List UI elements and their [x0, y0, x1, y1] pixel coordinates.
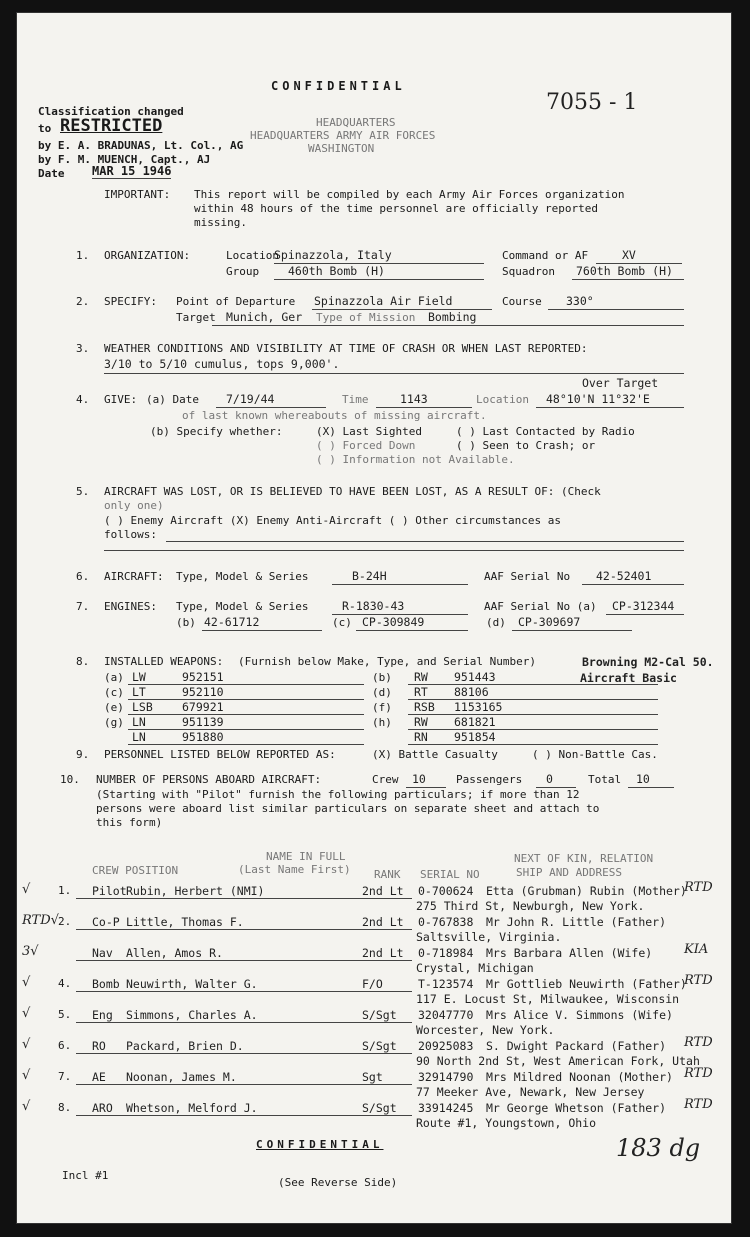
weapon-right-letter: (h) — [372, 716, 392, 729]
s10-crew-value: 10 — [412, 772, 426, 786]
weapon-left-letter: (a) — [104, 671, 124, 684]
s5-label-2: only one) — [104, 499, 164, 512]
s10-passengers-label: Passengers — [456, 773, 523, 786]
weapon-right-position: RT — [414, 685, 428, 699]
s2-departure-label: Point of Departure — [176, 295, 296, 308]
crew-address: Crystal, Michigan — [416, 961, 534, 975]
weapon-left-letter: (c) — [104, 686, 124, 699]
crew-check-mark: √ — [22, 882, 31, 897]
crew-check-mark: √ — [22, 1006, 31, 1021]
crew-status-note: KIA — [684, 942, 709, 957]
crew-name: Noonan, James M. — [126, 1070, 237, 1084]
important-label: IMPORTANT: — [104, 188, 171, 201]
important-line-1: This report will be compiled by each Army Air Forces organization — [194, 188, 625, 201]
s7-c-label: (c) — [332, 616, 352, 629]
s7-num: 7. — [76, 600, 90, 613]
s7-b-label: (b) — [176, 616, 196, 629]
crew-address: Route #1, Youngstown, Ohio — [416, 1116, 597, 1130]
crew-rank: 2nd Lt — [362, 946, 404, 960]
s7-d-value: CP-309697 — [518, 615, 581, 629]
s4-opt-seen-crash: ( ) Seen to Crash; or — [456, 439, 596, 452]
s1-squadron-value: 760th Bomb (H) — [576, 264, 673, 278]
s10-passengers-value: 0 — [546, 772, 553, 786]
weapon-left-rule — [128, 699, 364, 700]
stamp-by-2: by F. M. MUENCH, Capt., AJ — [38, 153, 211, 166]
stamp-title: Classification changed — [38, 105, 184, 118]
weapon-right-position: RW — [414, 670, 428, 684]
hq-line-2: HEADQUARTERS ARMY AIR FORCES — [250, 129, 436, 142]
s2-mission-value: Bombing — [428, 310, 477, 324]
weapon-left-position: LW — [132, 670, 146, 684]
crew-number: 4. — [58, 977, 72, 990]
crew-serial: 32047770 — [418, 1008, 474, 1022]
weapon-right-position: RN — [414, 730, 428, 744]
s10-label: NUMBER OF PERSONS ABOARD AIRCRAFT: — [96, 773, 322, 786]
weapon-left-rule — [128, 744, 364, 745]
s7-type-label: Type, Model & Series — [176, 600, 309, 613]
handwritten-note: 183 dg — [616, 1134, 701, 1162]
s9-opt-non-battle: ( ) Non-Battle Cas. — [532, 748, 658, 761]
crew-position: Pilot — [92, 884, 127, 898]
crew-address: 275 Third St, Newburgh, New York. — [416, 899, 645, 913]
crew-rule — [76, 1053, 412, 1054]
s8-weapon-make-2: Aircraft Basic — [580, 671, 677, 685]
weapon-right-serial: 1153165 — [454, 700, 503, 714]
s3-label: WEATHER CONDITIONS AND VISIBILITY AT TIME OF CRASH OR WHEN LAST REPORTED: — [104, 342, 588, 355]
s4-num: 4. — [76, 393, 90, 406]
crew-name: Whetson, Melford J. — [126, 1101, 258, 1115]
stamp-to-label: to — [38, 122, 52, 135]
s7-d-label: (d) — [486, 616, 506, 629]
crew-next-of-kin: Mrs Mildred Noonan (Mother) — [486, 1070, 673, 1084]
s4-location-value: 48°10'N 11°32'E — [546, 392, 650, 406]
s4-opt-last-contacted: ( ) Last Contacted by Radio — [456, 425, 635, 438]
crew-status-note: RTD — [684, 973, 713, 988]
weapon-right-position: RSB — [414, 700, 435, 714]
weapon-left-serial: 952151 — [182, 670, 224, 684]
weapon-left-rule — [128, 714, 364, 715]
weapon-right-rule — [408, 744, 658, 745]
s7-a-value: CP-312344 — [612, 599, 675, 613]
s7-c-value: CP-309849 — [362, 615, 425, 629]
s1-group-label: Group — [226, 265, 260, 278]
crew-name: Allen, Amos R. — [126, 946, 223, 960]
crew-position: RO — [92, 1039, 106, 1053]
s6-serial-label: AAF Serial No — [484, 570, 571, 583]
weapon-right-serial: 88106 — [454, 685, 489, 699]
s4-opt-last-sighted: (X) Last Sighted — [316, 425, 422, 438]
crew-rank: S/Sgt — [362, 1101, 397, 1115]
crew-header-serial: SERIAL NO — [420, 868, 480, 881]
s4-opt-no-info: ( ) Information not Available. — [316, 453, 515, 466]
crew-check-mark: 3√ — [22, 944, 39, 959]
s10-line-2: (Starting with "Pilot" furnish the following particulars; if more than 12 — [96, 788, 580, 801]
crew-next-of-kin: Mr Gottlieb Neuwirth (Father) — [486, 977, 687, 991]
s6-type-label: Type, Model & Series — [176, 570, 309, 583]
crew-position: AE — [92, 1070, 106, 1084]
classification-top: CONFIDENTIAL — [271, 79, 406, 93]
crew-rule — [76, 991, 412, 992]
crew-status-note: RTD — [684, 1066, 713, 1081]
s2-target-value: Munich, Ger — [226, 310, 303, 324]
crew-address: 90 North 2nd St, West American Fork, Utah — [416, 1054, 700, 1068]
crew-serial: 0-700624 — [418, 884, 474, 898]
s10-crew-label: Crew — [372, 773, 399, 786]
s2-num: 2. — [76, 295, 90, 308]
crew-status-note: RTD — [684, 880, 713, 895]
crew-number: 8. — [58, 1101, 72, 1114]
crew-rank: Sgt — [362, 1070, 383, 1084]
document-number: 7055 - 1 — [546, 90, 638, 115]
weapon-left-letter: (e) — [104, 701, 124, 714]
weapon-right-rule — [408, 714, 658, 715]
crew-position: Nav — [92, 946, 113, 960]
crew-rule — [76, 960, 412, 961]
s1-label: ORGANIZATION: — [104, 249, 191, 262]
weapon-right-letter: (b) — [372, 671, 392, 684]
weapon-left-serial: 951139 — [182, 715, 224, 729]
s2-departure-value: Spinazzola Air Field — [314, 294, 453, 308]
crew-header-kin: NEXT OF KIN, RELATION — [514, 852, 654, 865]
s9-opt-battle: (X) Battle Casualty — [372, 748, 498, 761]
crew-check-mark: √ — [22, 1068, 31, 1083]
crew-rule — [76, 1115, 412, 1116]
crew-check-mark: √ — [22, 1037, 31, 1052]
crew-serial: T-123574 — [418, 977, 474, 991]
weapon-right-serial: 951854 — [454, 730, 496, 744]
weapon-left-serial: 679921 — [182, 700, 224, 714]
s1-command-label: Command or AF — [502, 249, 589, 262]
weapon-left-position: LN — [132, 730, 146, 744]
crew-header-rank: RANK — [374, 868, 401, 881]
s9-num: 9. — [76, 748, 90, 761]
s5-options: ( ) Enemy Aircraft (X) Enemy Anti-Aircraft ( ) Other circumstances as — [104, 514, 561, 527]
s4-a-label: (a) Date — [146, 393, 199, 406]
crew-name: Simmons, Charles A. — [126, 1008, 258, 1022]
stamp-date-label: Date — [38, 167, 65, 180]
crew-rank: 2nd Lt — [362, 915, 404, 929]
s4-location-label: Location — [476, 393, 529, 406]
crew-rank: 2nd Lt — [362, 884, 404, 898]
crew-header-name: NAME IN FULL — [266, 850, 346, 863]
crew-number: 7. — [58, 1070, 72, 1083]
weapon-right-letter: (d) — [372, 686, 392, 699]
classification-bottom: CONFIDENTIAL — [256, 1138, 384, 1151]
weapon-left-position: LT — [132, 685, 146, 699]
weapon-left-rule — [128, 729, 364, 730]
incl-label: Incl #1 — [62, 1169, 109, 1182]
crew-check-mark: √ — [22, 975, 31, 990]
s10-line-4: this form) — [96, 816, 163, 829]
s4-time-label: Time — [342, 393, 369, 406]
crew-rank: F/O — [362, 977, 383, 991]
s1-command-value: XV — [622, 248, 636, 262]
weapon-right-serial: 951443 — [454, 670, 496, 684]
s4-time-value: 1143 — [400, 392, 428, 406]
weapon-left-rule — [128, 684, 364, 685]
s3-num: 3. — [76, 342, 90, 355]
report-sheet — [16, 12, 732, 1224]
s5-label: AIRCRAFT WAS LOST, OR IS BELIEVED TO HAVE BEEN LOST, AS A RESULT OF: (Check — [104, 485, 601, 498]
weapon-right-rule — [408, 699, 658, 700]
s10-line-3: persons were aboard list similar particulars on separate sheet and attach to — [96, 802, 600, 815]
important-line-3: missing. — [194, 216, 247, 229]
crew-name: Packard, Brien D. — [126, 1039, 244, 1053]
crew-rank: S/Sgt — [362, 1039, 397, 1053]
s5-label-3: follows: — [104, 528, 157, 541]
crew-number: 6. — [58, 1039, 72, 1052]
s8-weapon-make: Browning M2-Cal 50. — [582, 655, 714, 669]
crew-next-of-kin: Mrs Barbara Allen (Wife) — [486, 946, 653, 960]
s4-date-value: 7/19/44 — [226, 392, 275, 406]
weapon-left-letter: (g) — [104, 716, 124, 729]
crew-position: ARO — [92, 1101, 113, 1115]
crew-address: 77 Meeker Ave, Newark, New Jersey — [416, 1085, 645, 1099]
crew-number: 5. — [58, 1008, 72, 1021]
s6-serial-value: 42-52401 — [596, 569, 652, 583]
crew-rule — [76, 1022, 412, 1023]
weapon-right-position: RW — [414, 715, 428, 729]
crew-serial: 20925083 — [418, 1039, 474, 1053]
weapon-left-serial: 952110 — [182, 685, 224, 699]
crew-serial: 33914245 — [418, 1101, 474, 1115]
s5-num: 5. — [76, 485, 90, 498]
crew-number: 1. — [58, 884, 72, 897]
crew-next-of-kin: Mrs Alice V. Simmons (Wife) — [486, 1008, 673, 1022]
s10-num: 10. — [60, 773, 80, 786]
crew-check-mark: √ — [22, 1099, 31, 1114]
s1-squadron-label: Squadron — [502, 265, 555, 278]
crew-name: Little, Thomas F. — [126, 915, 244, 929]
crew-address: Worcester, New York. — [416, 1023, 555, 1037]
s2-course-value: 330° — [566, 294, 594, 308]
s3-value: 3/10 to 5/10 cumulus, tops 9,000'. — [104, 357, 340, 371]
stamp-by-1: by E. A. BRADUNAS, Lt. Col., AG — [38, 139, 244, 152]
s4-b-label: (b) Specify whether: — [150, 425, 283, 438]
s2-course-label: Course — [502, 295, 542, 308]
crew-position: Eng — [92, 1008, 113, 1022]
hq-line-3: WASHINGTON — [308, 142, 375, 155]
weapon-right-rule — [408, 684, 658, 685]
s7-type-value: R-1830-43 — [342, 599, 405, 613]
s2-mission-label: Type of Mission — [316, 311, 416, 324]
weapon-left-position: LN — [132, 715, 146, 729]
crew-next-of-kin: Mr John R. Little (Father) — [486, 915, 667, 929]
crew-next-of-kin: S. Dwight Packard (Father) — [486, 1039, 667, 1053]
crew-name: Rubin, Herbert (NMI) — [126, 884, 265, 898]
s8-description: (Furnish below Make, Type, and Serial Number) — [238, 655, 537, 668]
s10-total-value: 10 — [636, 772, 650, 786]
weapon-right-serial: 681821 — [454, 715, 496, 729]
crew-header-position: CREW POSITION — [92, 864, 179, 877]
weapon-left-serial: 951880 — [182, 730, 224, 744]
crew-address: Saltsville, Virginia. — [416, 930, 562, 944]
s1-group-value: 460th Bomb (H) — [288, 264, 385, 278]
crew-next-of-kin: Mr George Whetson (Father) — [486, 1101, 667, 1115]
s4-a-line-2: of last known whereabouts of missing aircraft. — [182, 409, 487, 422]
crew-address: 117 E. Locust St, Milwaukee, Wisconsin — [416, 992, 680, 1006]
s10-total-label: Total — [588, 773, 622, 786]
weapon-left-position: LSB — [132, 700, 153, 714]
crew-next-of-kin: Etta (Grubman) Rubin (Mother) — [486, 884, 687, 898]
crew-status-note: RTD — [684, 1097, 713, 1112]
s6-num: 6. — [76, 570, 90, 583]
crew-position: Bomb — [92, 977, 120, 991]
crew-header-address: SHIP AND ADDRESS — [516, 866, 622, 879]
hq-line-1: HEADQUARTERS — [316, 116, 396, 129]
s4-label: GIVE: — [104, 393, 138, 406]
s7-label: ENGINES: — [104, 600, 157, 613]
crew-status-note: RTD — [684, 1035, 713, 1050]
crew-serial: 0-767838 — [418, 915, 474, 929]
crew-rank: S/Sgt — [362, 1008, 397, 1022]
crew-position: Co-P — [92, 915, 120, 929]
crew-header-name-2: (Last Name First) — [238, 863, 351, 876]
s1-location-value: Spinazzola, Italy — [274, 248, 392, 262]
s2-label: SPECIFY: — [104, 295, 157, 308]
crew-serial: 32914790 — [418, 1070, 474, 1084]
s1-location-label: Location — [226, 249, 279, 262]
stamp-to-value: RESTRICTED — [60, 116, 163, 136]
crew-rule — [76, 1084, 412, 1085]
s7-b-value: 42-61712 — [204, 615, 260, 629]
s6-label: AIRCRAFT: — [104, 570, 164, 583]
see-reverse: (See Reverse Side) — [278, 1176, 398, 1189]
s9-label: PERSONNEL LISTED BELOW REPORTED AS: — [104, 748, 336, 761]
crew-number: 2. — [58, 915, 72, 928]
s4-opt-forced-down: ( ) Forced Down — [316, 439, 416, 452]
s7-serial-label: AAF Serial No (a) — [484, 600, 597, 613]
s8-label: INSTALLED WEAPONS: — [104, 655, 224, 668]
s8-num: 8. — [76, 655, 90, 668]
s2-target-label: Target — [176, 311, 216, 324]
crew-name: Neuwirth, Walter G. — [126, 977, 258, 991]
s4-over-target: Over Target — [582, 376, 659, 390]
stamp-date-value: MAR 15 1946 — [92, 164, 172, 178]
crew-rule — [76, 929, 412, 930]
important-line-2: within 48 hours of the time personnel are officially reported — [194, 202, 598, 215]
crew-check-mark: RTD√ — [22, 913, 59, 928]
weapon-right-letter: (f) — [372, 701, 392, 714]
weapon-right-rule — [408, 729, 658, 730]
s1-num: 1. — [76, 249, 90, 262]
s6-type-value: B-24H — [352, 569, 387, 583]
crew-rule — [76, 898, 412, 899]
crew-serial: 0-718984 — [418, 946, 474, 960]
